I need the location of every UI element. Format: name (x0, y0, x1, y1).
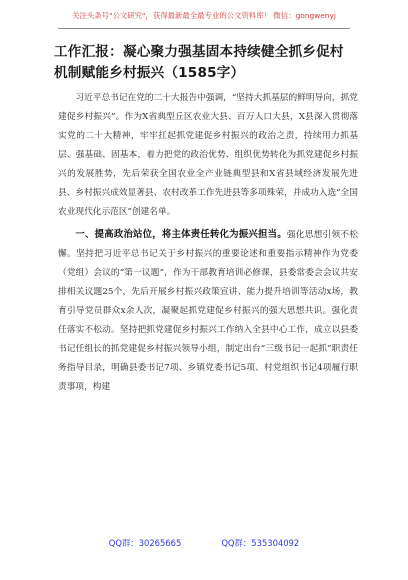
section-1-heading: 一、提高政治站位，将主体责任转化为振兴担当。 (75, 229, 287, 240)
qq-group-2: QQ群：535304092 (221, 538, 300, 548)
document-title: 工作汇报：凝心聚力强基固本持续健全抓乡促村机制赋能乡村振兴（1585字） (54, 44, 344, 81)
section-1-body: 强化思想引领不松懈。坚持把习近平总书记关于乡村振兴的重要论述和重要指示精神作为党委（党组）会议的“第一议题”，作为干部教育培训必修课，县委常委会会议共安排相关议题25个，先后开展乡村振兴政策宣讲、能力提升培训等活动x场，教育引导党员群众x余人次，凝聚起抓党建促乡村振兴的强大思想共识。强化责任落实不松动。坚持把抓党建促乡村振兴工作纳入全县中心工作，成立以县委书记任组长的抓党建促乡村振兴领导小组，制定出台“三级书记一起抓”职责任务指导目录，明确县委书记7项、乡镇党委书记5项、村党组织书记4项履行职责事项，构建 (58, 230, 358, 392)
document-body (58, 89, 358, 397)
header-divider (58, 28, 350, 29)
header-banner: 关注头条号"公文研究"，获得最新最全最专业的公文资料库！ 微信：gongwenyj (72, 11, 336, 20)
footer-contacts (0, 537, 408, 549)
qq-group-1: QQ群：30265665 (108, 538, 182, 548)
intro-paragraph: 习近平总书记在党的二十大报告中强调，“坚持大抓基层的鲜明导向，抓党建促乡村振兴”。作为X省典型丘区农业大县、百万人口大县，X县深入贯彻落实党的二十大精神，牢牢扛起抓党建促乡村振兴的政治之责，持续用力抓基层、强基础、固基本，着力把党的政治优势、组织优势转化为抓党建促乡村振兴的发展胜势，先后荣获全国农业全产业链典型县和X省县域经济发展先进县、乡村振兴成效显著县、农村改革工作先进县等多项殊荣，并成功入选“全国农业现代化示范区”创建名单。 (58, 93, 358, 217)
section-1-paragraph (58, 225, 358, 397)
